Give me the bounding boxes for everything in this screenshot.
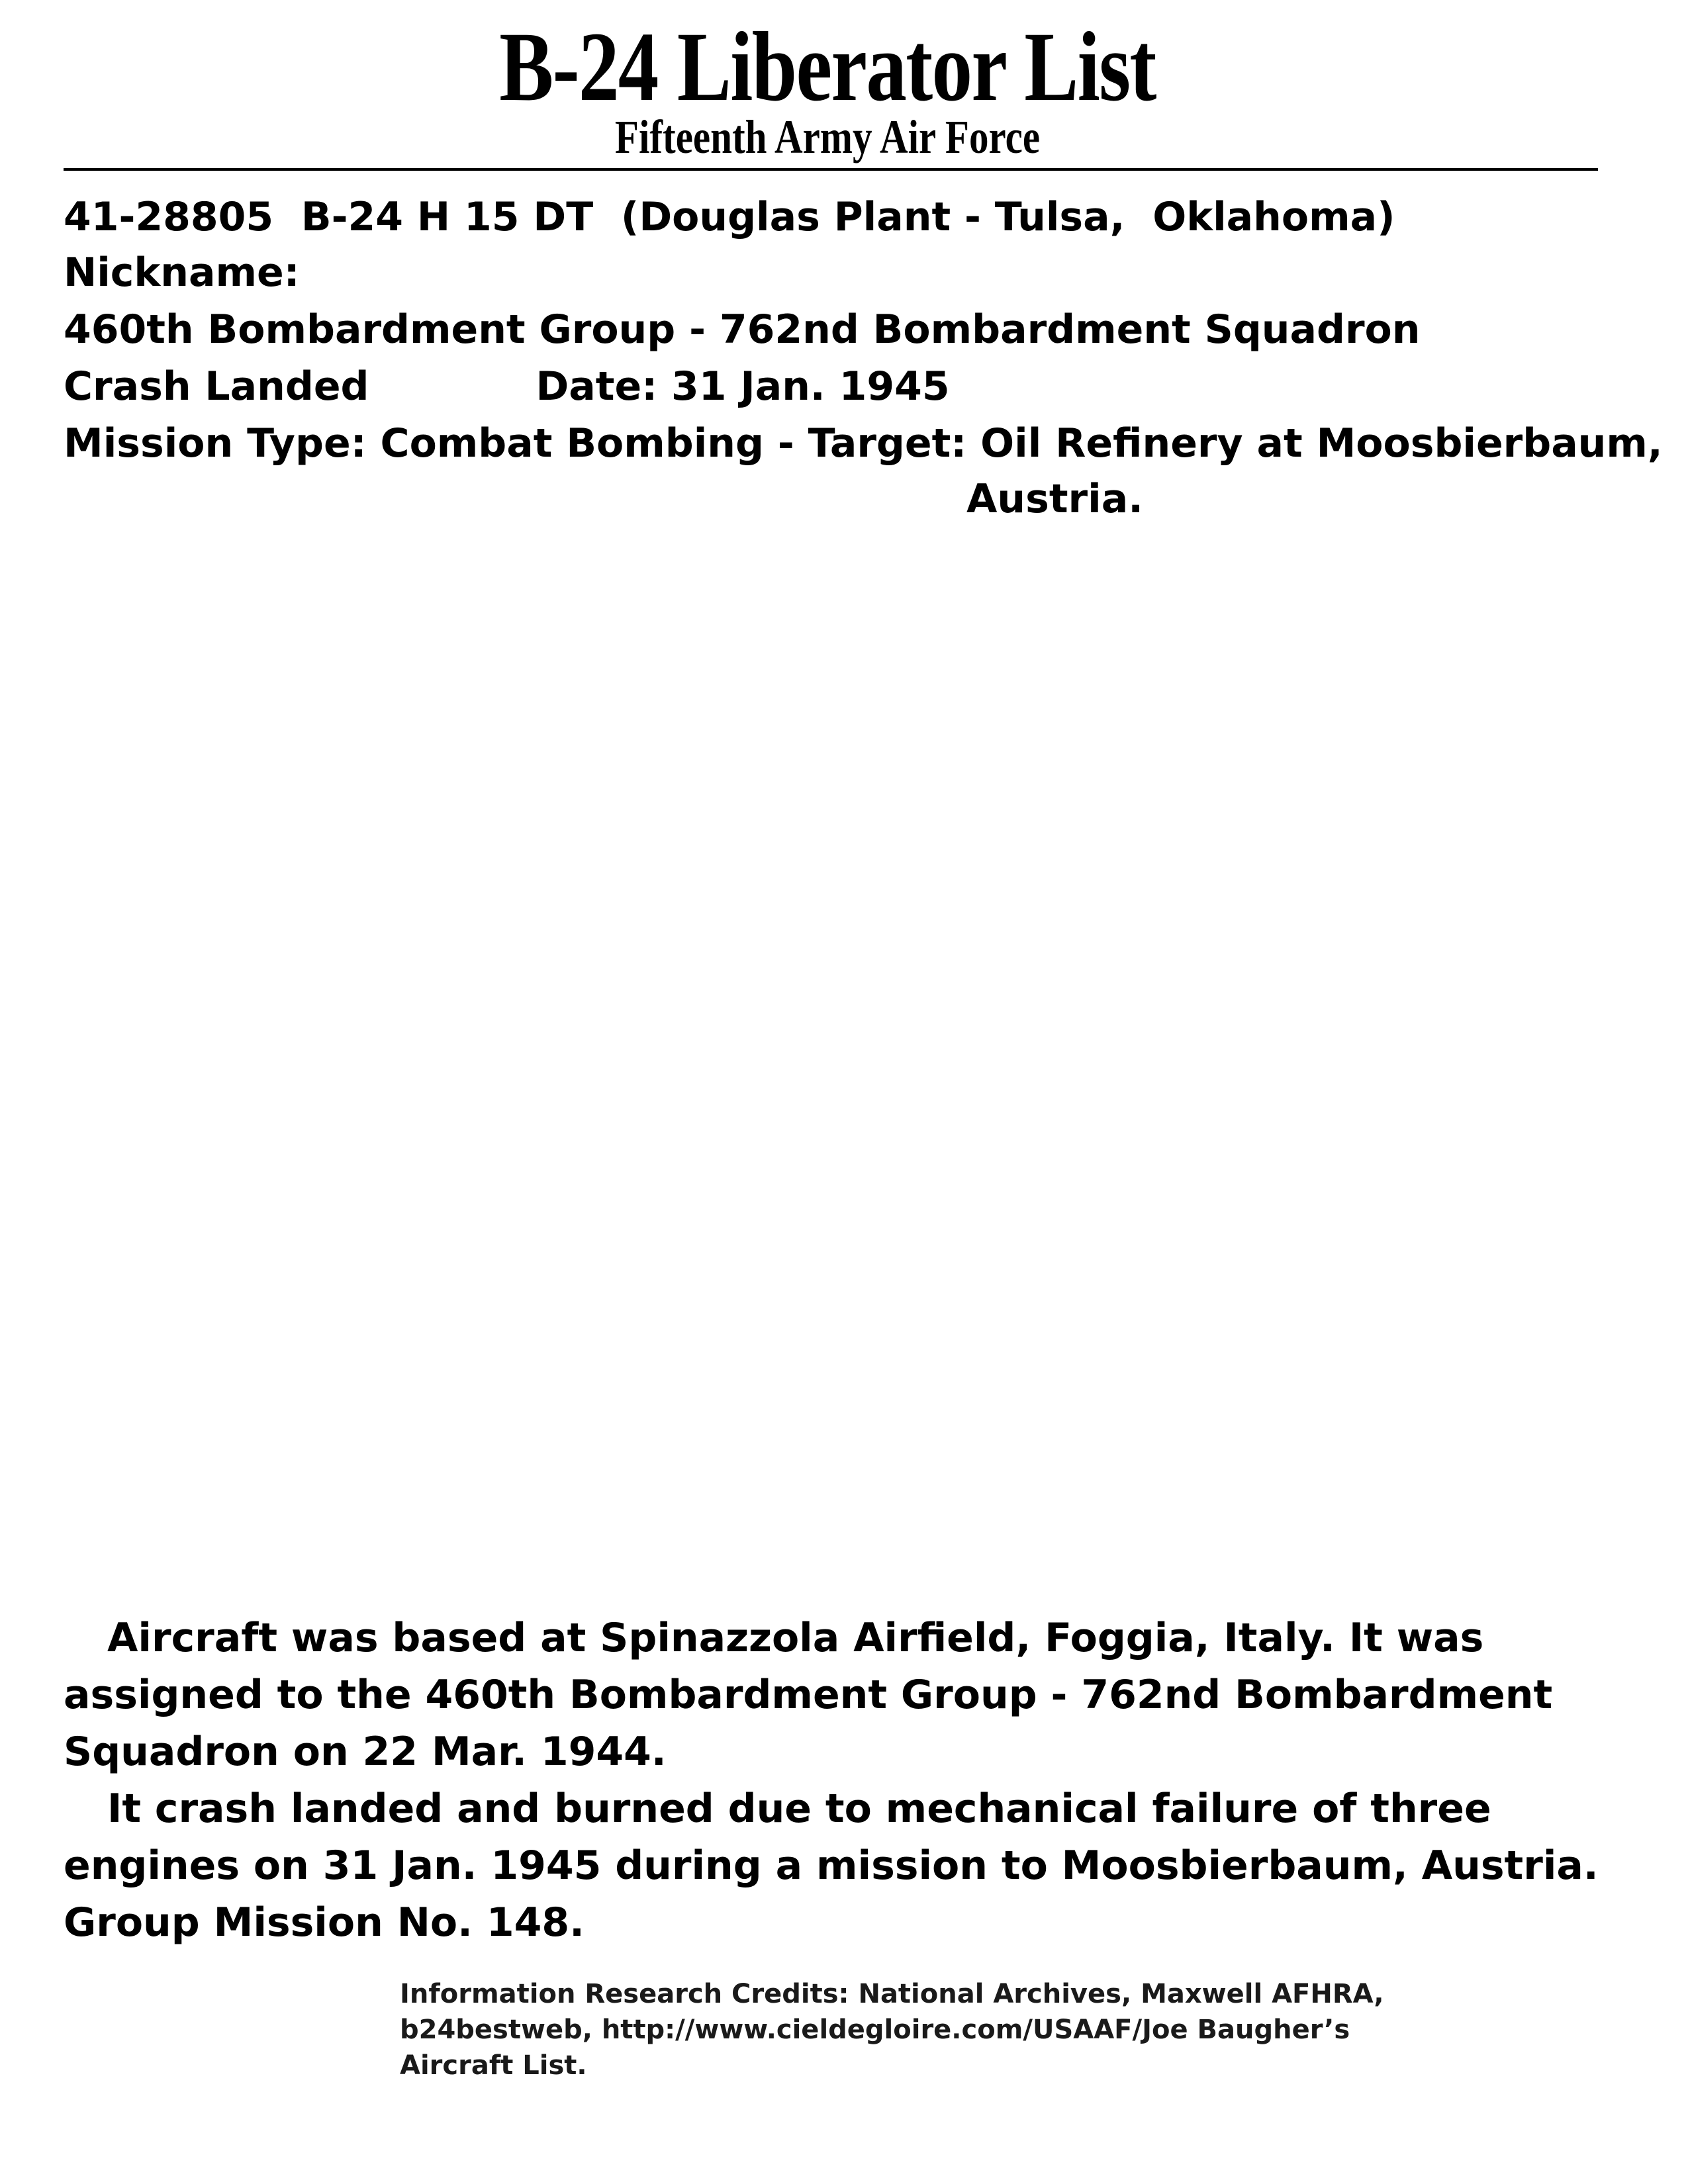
serial-line: 41-28805 B-24 H 15 DT (Douglas Plant - Tulsa, Oklahoma) <box>64 194 1395 240</box>
page-subtitle: Fifteenth Army Air Force <box>614 111 1041 163</box>
nickname-line: Nickname: <box>64 250 300 296</box>
unit-line: 460th Bombardment Group - 762nd Bombardment Squadron <box>64 306 1421 353</box>
title-divider <box>64 168 1598 171</box>
narrative-paragraph-2: It crash landed and burned due to mechanical failure of three engines on 31 Jan. 1945 during a mission to Moosbierbaum, Austria. Group Mission No. 148. <box>64 1786 1599 1946</box>
mission-line-continuation: Austria. <box>966 476 1143 522</box>
narrative <box>64 1610 1632 1951</box>
date-value: Date: 31 Jan. 1945 <box>536 363 950 410</box>
narrative-paragraph-1: Aircraft was based at Spinazzola Airfield, Foggia, Italy. It was assigned to the 460th Bombardment Group - 762nd Bombardment Squadron on 22 Mar. 1944. <box>64 1615 1553 1775</box>
status-value: Crash Landed <box>64 363 369 410</box>
mission-line: Mission Type: Combat Bombing - Target: Oil Refinery at Moosbierbaum, <box>64 420 1663 467</box>
page-title: B-24 Liberator List <box>499 12 1156 122</box>
status-line <box>64 359 950 414</box>
research-credits: Information Research Credits: National Archives, Maxwell AFHRA, b24bestweb, http://www.cieldegloire.com/USAAF/Joe Baugher’s Aircraft List. <box>400 1979 1384 2081</box>
